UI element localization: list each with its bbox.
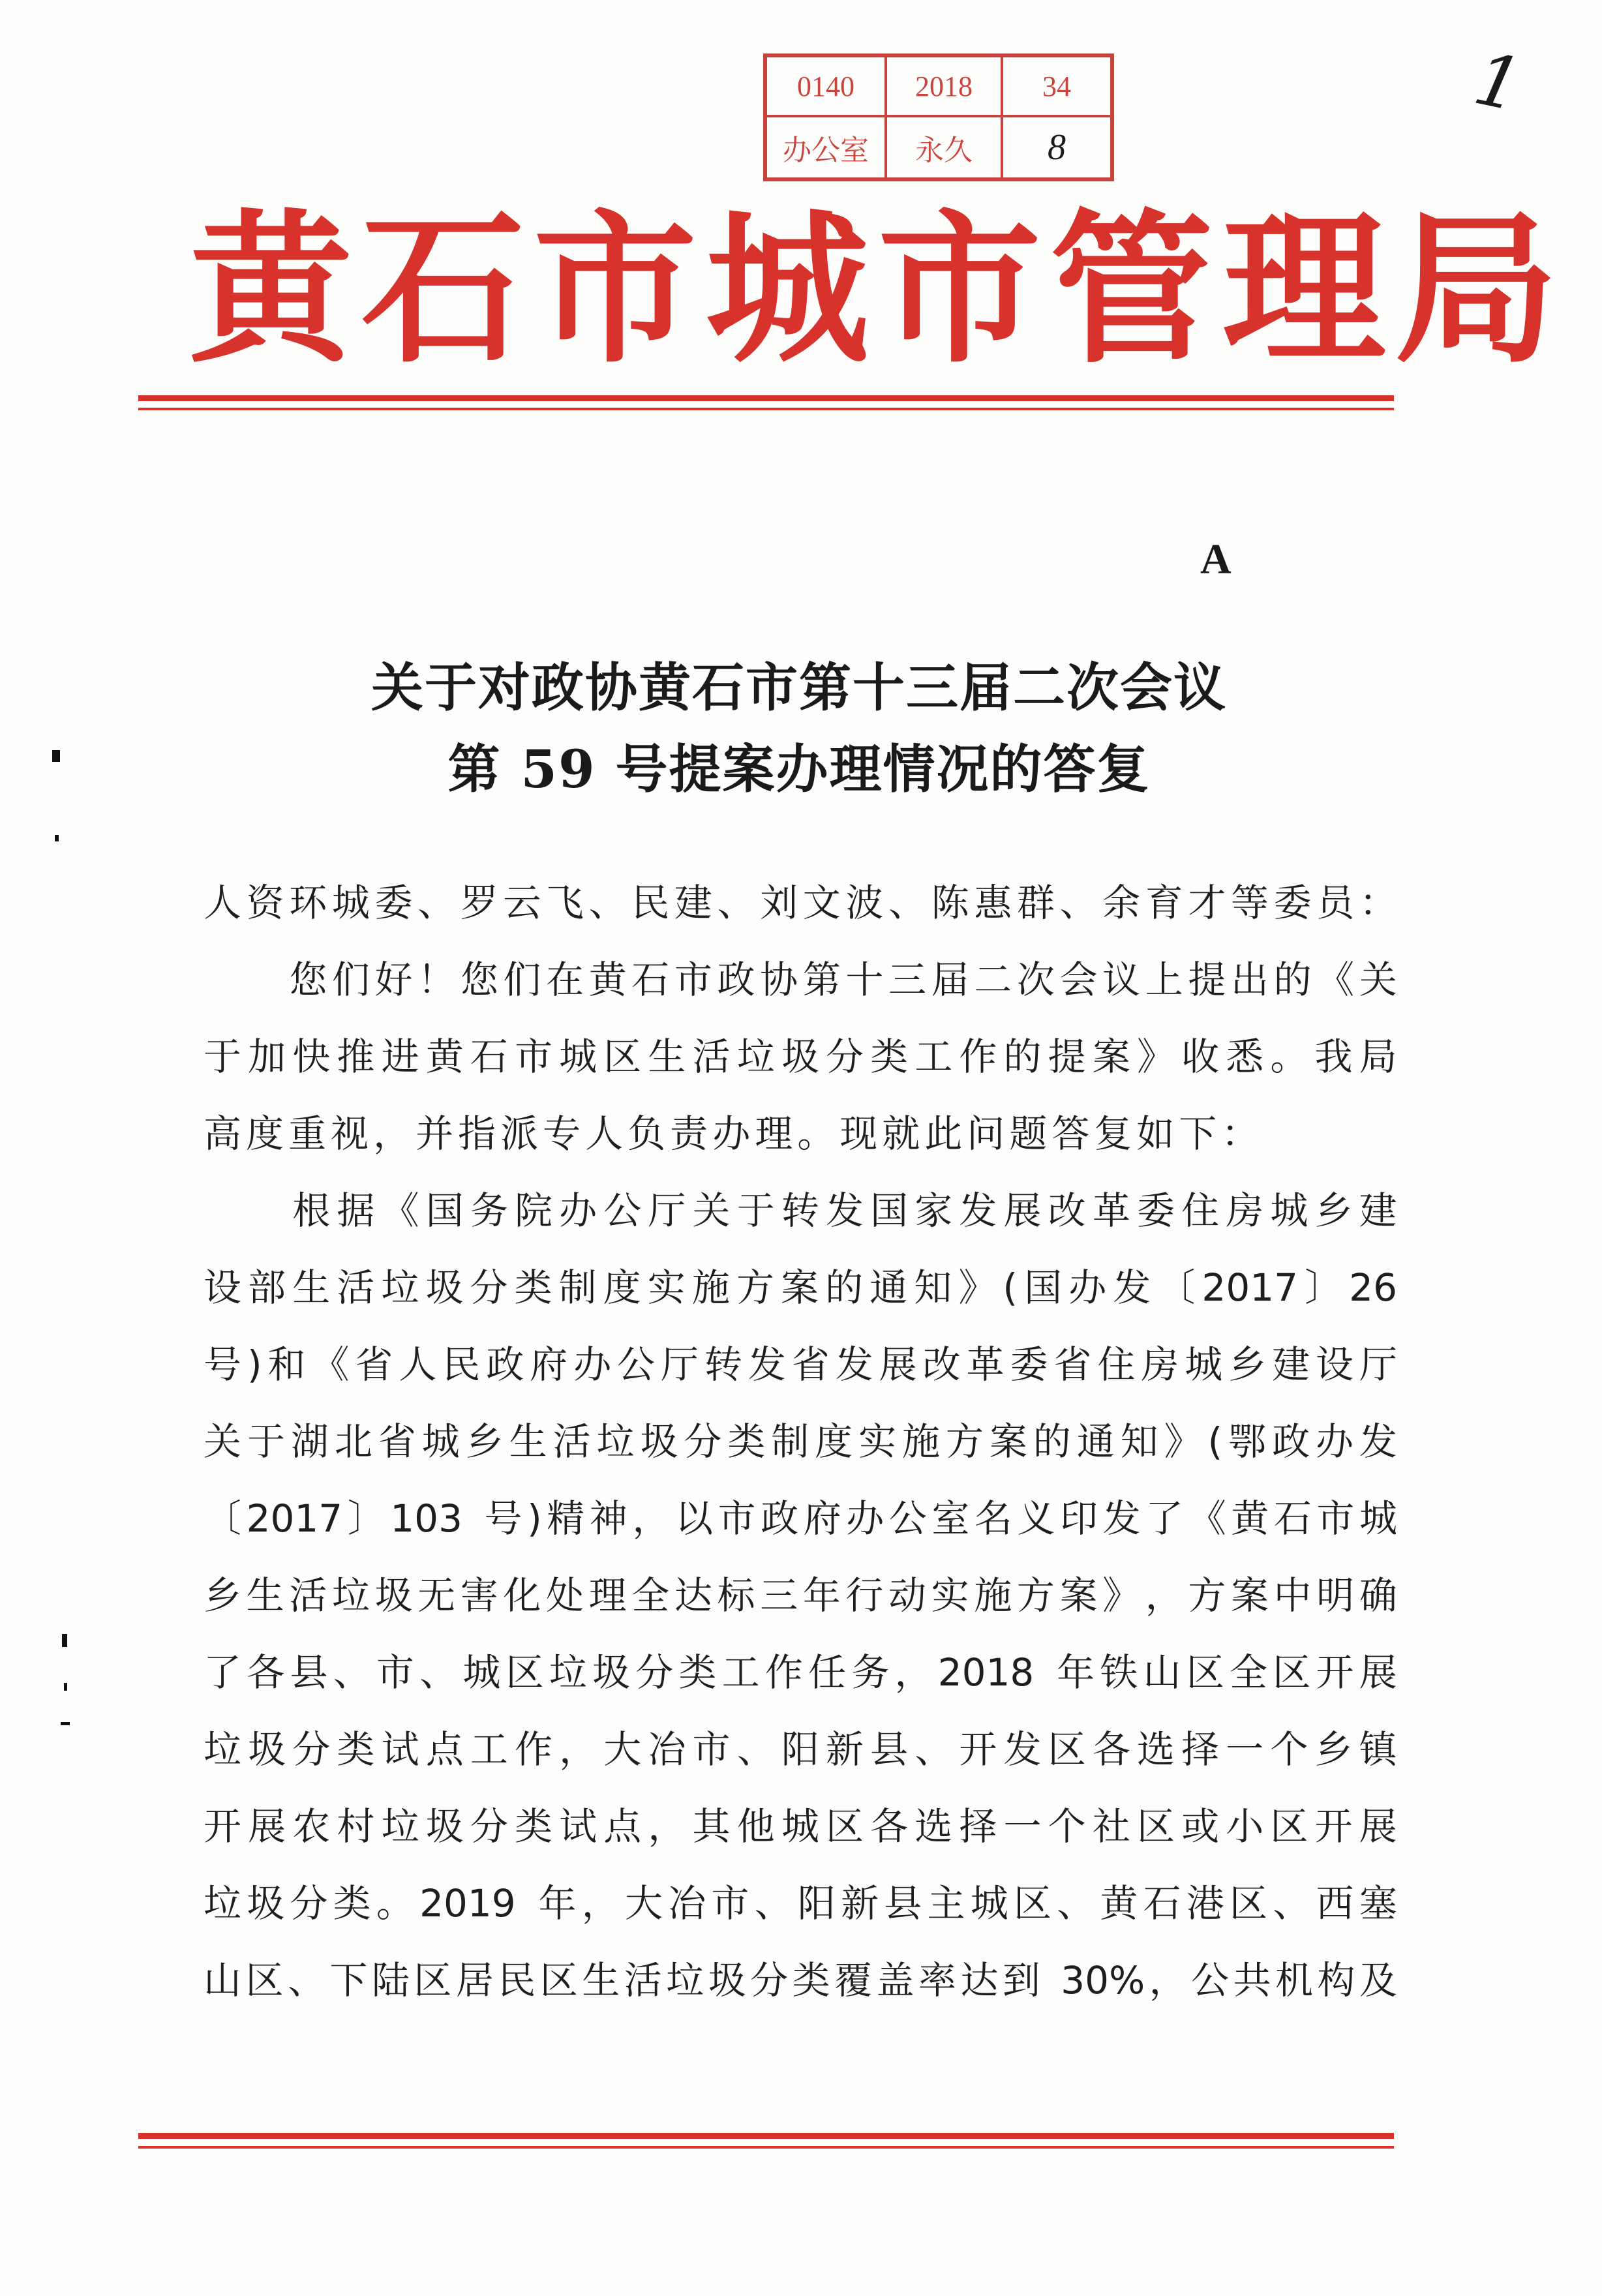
footer-rule-thick <box>138 2133 1394 2139</box>
footer-rule-thin <box>138 2146 1394 2149</box>
stamp-fonds: 0140 <box>767 57 887 117</box>
scan-mark <box>61 1722 70 1725</box>
body-line: 垃 圾 分 类 。 2019 年 ， 大 冶 市 、 阳 新 县 主 城 区 、 黄 石 港 区 、 西 塞 <box>204 1881 1397 1926</box>
body-line: 了 各 县 、 市 、 城 区 垃 圾 分 类 工 作 任 务 ， 2018 年 铁 山 区 全 区 开 展 <box>204 1650 1397 1695</box>
body-line: 根 据 《 国 务 院 办 公 厅 关 于 转 发 国 家 发 展 改 革 委 住 房 城 乡 建 <box>292 1188 1397 1233</box>
stamp-retention: 永久 <box>887 117 1003 177</box>
body-line: 人 资 环 城 委 、 罗 云 飞 、 民 建 、 刘 文 波 、 陈 惠 群 、 余 育 才 等 委 员 ： <box>204 881 1397 925</box>
scan-mark <box>52 750 60 762</box>
letterhead-rule-thick <box>138 395 1394 401</box>
body-line: 开 展 农 村 垃 圾 分 类 试 点 ， 其 他 城 区 各 选 择 一 个 社 区 或 小 区 开 展 <box>204 1804 1397 1849</box>
stamp-department: 办公室 <box>767 117 887 177</box>
handwritten-page-mark: 1 <box>1467 37 1530 128</box>
body-line: 于 加 快 推 进 黄 石 市 城 区 生 活 垃 圾 分 类 工 作 的 提 案 》 收 悉 。 我 局 <box>204 1035 1397 1079</box>
letterhead: 黄石市城市管理局 <box>189 195 1567 385</box>
body-line: 垃 圾 分 类 试 点 工 作 ， 大 冶 市 、 阳 新 县 、 开 发 区 各 选 择 一 个 乡 镇 <box>204 1727 1397 1772</box>
stamp-item-number: 8 <box>1048 127 1066 168</box>
body-line: 关 于 湖 北 省 城 乡 生 活 垃 圾 分 类 制 度 实 施 方 案 的 通 知 》 ( 鄂 政 办 发 <box>204 1419 1397 1464</box>
scan-mark <box>64 1683 67 1691</box>
document-title-line-2: 第 59 号提案办理情况的答复 <box>447 738 1151 800</box>
stamp-year: 2018 <box>887 57 1003 117</box>
stamp-volume: 34 <box>1003 57 1110 117</box>
document-title-line-1: 关于对政协黄石市第十三届二次会议 <box>371 657 1227 718</box>
document-body <box>204 864 1397 2019</box>
body-line: 设 部 生 活 垃 圾 分 类 制 度 实 施 方 案 的 通 知 》 ( 国 办 发 〔 2017 〕 26 <box>204 1265 1397 1310</box>
body-line: 号 ) 和 《 省 人 民 政 府 办 公 厅 转 发 省 发 展 改 革 委 省 住 房 城 乡 建 设 厅 <box>204 1342 1397 1387</box>
archive-stamp <box>763 53 1114 181</box>
body-line: 高 度 重 视 ， 并 指 派 专 人 负 责 办 理 。 现 就 此 问 题 答 复 如 下 ： <box>204 1111 1260 1156</box>
scan-mark <box>62 1634 67 1647</box>
body-line: 〔 2017 〕 103 号 ) 精 神 ， 以 市 政 府 办 公 室 名 义 印 发 了 《 黄 石 市 城 <box>204 1496 1397 1541</box>
scan-mark <box>55 835 59 841</box>
body-line: 山 区 、 下 陆 区 居 民 区 生 活 垃 圾 分 类 覆 盖 率 达 到 30% ， 公 共 机 构 及 <box>204 1958 1397 2002</box>
body-line: 您 们 好 ！ 您 们 在 黄 石 市 政 协 第 十 三 届 二 次 会 议 上 提 出 的 《 关 <box>289 958 1397 1002</box>
body-line: 乡 生 活 垃 圾 无 害 化 处 理 全 达 标 三 年 行 动 实 施 方 案 》 ， 方 案 中 明 确 <box>204 1573 1397 1618</box>
document-grade: A <box>1200 536 1232 583</box>
letterhead-rule-thin <box>138 408 1394 410</box>
